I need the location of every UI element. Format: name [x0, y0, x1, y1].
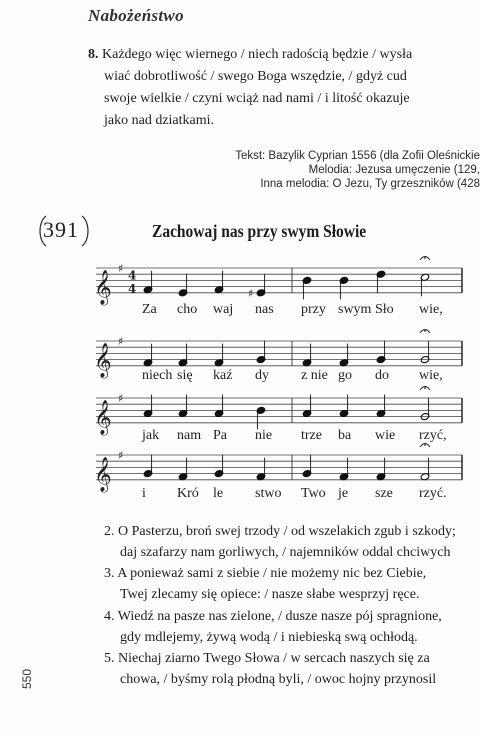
lyric-syllable: rzyć,: [419, 428, 447, 443]
prev-stanza-number: 8.: [88, 47, 99, 62]
page-number: 550: [20, 668, 34, 690]
stanza-2-line-1: 2. O Pasterzu, broń swej trzody / od wszelakich zgub i szkody;: [104, 524, 456, 539]
lyric-syllable: się: [177, 368, 193, 383]
lyric-syllable: do: [375, 368, 389, 383]
stanza-3-line-2: Twej zlecamy się opiece: / nasze słabe wesprzyj ręce.: [120, 587, 420, 602]
staff-4: [0, 441, 480, 501]
lyric-syllable: i: [142, 486, 146, 501]
lyric-syllable: przy: [301, 302, 326, 317]
lyric-syllable: ba: [338, 428, 352, 443]
prev-stanza-text: Każdego więc wiernego / niech radością będzie / wysła: [102, 47, 413, 62]
hymn-number-badge: [36, 214, 92, 248]
stanza-3-line-1: 3. A ponieważ sami z siebie / nie możemy nic bez Ciebie,: [104, 566, 427, 581]
lyric-syllable: nas: [255, 302, 274, 317]
sharp-icon: ♯: [118, 262, 124, 275]
stanza-2-line-2: daj szafarzy nam gorliwych, / najemników oddal chciwych: [120, 545, 451, 560]
hymn-title: Zachowaj nas przy swym Słowie: [152, 221, 367, 241]
lyric-syllable: z nie: [301, 368, 328, 383]
prev-stanza-line-2: wiać dobrotliwość / swego Boga wszędzie, / gdyż cud: [104, 69, 407, 84]
lyric-syllable: waj: [213, 302, 234, 317]
sharp-icon: ♯: [118, 449, 124, 462]
lyric-syllable: go: [338, 368, 352, 383]
time-signature-bottom: 4: [128, 281, 137, 296]
hymn-number: 391: [43, 217, 79, 242]
lyric-syllable: swym: [338, 302, 372, 317]
stanza-4-line-1: 4. Wiedź na pasze nas zielone, / dusze nasze pój spragnione,: [104, 609, 442, 624]
time-signature-top: 4: [128, 268, 137, 283]
lyric-syllable: stwo: [255, 486, 282, 501]
lyric-syllable: cho: [177, 302, 198, 317]
stanza-5-line-1: 5. Niechaj ziarno Twego Słowa / w sercach naszych się za: [104, 651, 430, 666]
stanza-4-line-2: gdy mdlejemy, żywą wodą / i niebieską swą ochłodą.: [120, 630, 418, 645]
running-header: Nabożeństwo: [88, 6, 184, 25]
lyric-syllable: Za: [142, 302, 157, 317]
prev-stanza-line-4: jako nad dziatkami.: [104, 113, 215, 128]
treble-clef-icon: 𝄞: [94, 456, 112, 492]
lyric-syllable: kaź: [213, 368, 233, 383]
lyric-syllable: nie: [255, 428, 273, 443]
lyric-syllable: Kró: [177, 486, 199, 501]
lyric-syllable: wie: [375, 428, 396, 443]
credit-text: Tekst: Bazylik Cyprian 1556 (dla Zofii Oleśnickie: [235, 150, 480, 162]
treble-clef-icon: 𝄞: [94, 269, 112, 305]
lyric-syllable: wie,: [419, 302, 443, 317]
lyric-syllable: Sło: [375, 302, 394, 317]
lyric-syllable: trze: [301, 428, 322, 443]
prev-stanza-line-1: [88, 47, 412, 63]
staff-3: [0, 384, 480, 444]
lyric-syllable: nam: [177, 428, 202, 443]
credit-melody: Melodia: Jezusa umęczenie (129,: [308, 164, 480, 176]
lyric-syllable: Two: [301, 486, 326, 501]
treble-clef-icon: 𝄞: [94, 342, 112, 378]
lyric-syllable: Pa: [213, 428, 227, 443]
staff-2: [0, 327, 480, 387]
credit-alt-melody: Inna melodia: O Jezu, Ty grzeszników (428: [260, 178, 480, 190]
sharp-icon: ♯: [118, 335, 124, 348]
lyric-syllable: niech: [142, 368, 173, 383]
prev-stanza-line-3: swoje wielkie / czyni wciąż nad nami / i litość okazuje: [104, 91, 410, 106]
lyric-syllable: rzyć.: [419, 486, 447, 501]
treble-clef-icon: 𝄞: [94, 399, 112, 435]
staff-1: [0, 254, 480, 314]
lyric-syllable: sze: [375, 486, 393, 501]
lyric-syllable: wie,: [419, 368, 443, 383]
sharp-icon: ♯: [118, 392, 124, 405]
lyric-syllable: dy: [255, 368, 269, 383]
lyric-syllable: jak: [142, 428, 160, 443]
lyric-syllable: le: [213, 486, 224, 501]
stanza-5-line-2: chowa, / byśmy rolą płodną byli, / owoc hojny przynosil: [120, 672, 437, 687]
accidental-sharp-icon: ♯: [248, 286, 254, 300]
lyric-syllable: je: [338, 486, 349, 501]
